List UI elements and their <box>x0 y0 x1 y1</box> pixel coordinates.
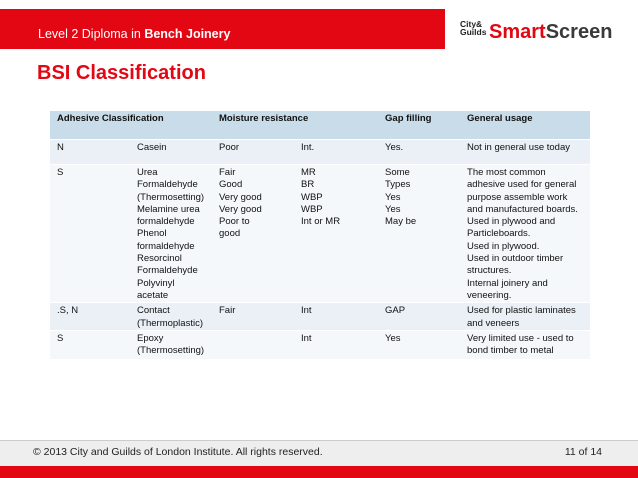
cell-line: Very good <box>219 191 262 203</box>
course-title-bold: Bench Joinery <box>144 27 231 41</box>
cell-line: acetate <box>137 289 169 301</box>
cell-line: Epoxy <box>137 332 164 344</box>
cell-line: purpose assemble work <box>467 191 568 203</box>
cell-line: (Thermoplastic) <box>137 317 203 329</box>
cell-line: Int <box>301 305 312 317</box>
table-cell <box>294 165 378 303</box>
table-cell <box>378 330 460 359</box>
cell-line: Int <box>301 332 312 344</box>
cell-line: WBP <box>301 203 323 215</box>
table-cell <box>460 330 590 359</box>
cell-line: Int. <box>301 142 315 153</box>
table-cell <box>378 165 460 303</box>
cell-line: (Thermosetting) <box>137 191 205 203</box>
page-title: BSI Classification <box>37 62 206 84</box>
logo-smart: Smart <box>489 21 546 43</box>
cell-line: BR <box>301 179 315 191</box>
cell-line: structures. <box>467 265 512 277</box>
cell-line: Yes <box>385 191 401 203</box>
header-gap-filling: Gap filling <box>378 111 460 140</box>
cell-line: bond timber to metal <box>467 345 554 357</box>
course-title-prefix: Level 2 Diploma in <box>38 27 145 41</box>
table-cell <box>460 140 590 165</box>
table-cell <box>378 303 460 331</box>
logo-screen: Screen <box>545 21 613 43</box>
city-guilds-logo <box>460 20 486 36</box>
cell-line: Yes. <box>385 142 404 153</box>
table-cell <box>50 165 130 303</box>
cell-line: adhesive used for general <box>467 179 577 191</box>
bsi-classification-table <box>50 111 590 360</box>
cell-line: Used in outdoor timber <box>467 253 564 265</box>
cell-line: Particleboards. <box>467 228 531 240</box>
cell-line: veneering. <box>467 289 512 301</box>
cell-line: Used in plywood and <box>467 216 556 228</box>
table-cell <box>212 303 294 331</box>
cell-line: Used for plastic laminates <box>467 305 576 317</box>
cell-line: Yes <box>385 332 401 344</box>
table-row <box>50 140 590 165</box>
cell-line: Good <box>219 179 243 191</box>
table-cell <box>212 330 294 359</box>
bottom-red-bar <box>0 466 638 478</box>
table-row <box>50 303 590 331</box>
cell-line: May be <box>385 216 417 228</box>
page-number: 11 of 14 <box>564 446 602 458</box>
cell-line: Resorcinol <box>137 253 182 265</box>
cell-line: Urea <box>137 167 158 178</box>
table-header-row <box>50 111 590 140</box>
cell-line: and veneers <box>467 317 520 329</box>
cell-line: Casein <box>137 142 167 153</box>
header-banner <box>0 0 638 52</box>
table-cell <box>130 140 212 165</box>
cell-line: The most common <box>467 167 546 178</box>
cell-line: Very limited use - used to <box>467 332 574 344</box>
cell-line: good <box>219 228 241 240</box>
table-cell <box>294 330 378 359</box>
table-cell <box>212 165 294 303</box>
cell-line: MR <box>301 167 316 178</box>
cell-line: (Thermosetting) <box>137 345 205 357</box>
logo-guilds: Guilds <box>460 27 487 37</box>
table-cell <box>50 303 130 331</box>
cell-line: Phenol <box>137 228 167 240</box>
cell-line: S <box>57 332 64 344</box>
cell-line: Fair <box>219 305 236 317</box>
logo-city: City& <box>460 19 483 29</box>
cell-line: GAP <box>385 305 406 317</box>
table-cell <box>378 140 460 165</box>
table-cell <box>50 330 130 359</box>
cell-line: Formaldehyde <box>137 265 198 277</box>
cell-line: formaldehyde <box>137 216 195 228</box>
header-moisture-resistance: Moisture resistance <box>212 111 378 140</box>
cell-line: WBP <box>301 191 323 203</box>
cell-line: Used in plywood. <box>467 240 540 252</box>
cell-line: Some <box>385 167 410 178</box>
cell-line: Contact <box>137 305 170 317</box>
cell-line: Types <box>385 179 411 191</box>
cell-line: Formaldehyde <box>137 179 198 191</box>
course-title <box>38 27 230 41</box>
header-adhesive-classification: Adhesive Classification <box>50 111 212 140</box>
cell-line: and manufactured boards. <box>467 203 578 215</box>
cell-line: Yes <box>385 203 401 215</box>
table-cell <box>460 165 590 303</box>
cell-line: N <box>57 142 64 153</box>
cell-line: S <box>57 167 64 178</box>
header-general-usage: General usage <box>460 111 590 140</box>
cell-line: Poor to <box>219 216 250 228</box>
copyright-text: © 2013 City and Guilds of London Institute. All rights reserved. <box>33 446 323 458</box>
table-cell <box>294 140 378 165</box>
table-cell <box>130 330 212 359</box>
table-cell <box>130 165 212 303</box>
table-cell <box>460 303 590 331</box>
table-cell <box>294 303 378 331</box>
table-cell <box>130 303 212 331</box>
cell-line: Melamine urea <box>137 203 200 215</box>
table-cell <box>212 140 294 165</box>
table-cell <box>50 140 130 165</box>
cell-line: Not in general use today <box>467 142 570 153</box>
smartscreen-wordmark <box>489 20 612 44</box>
cell-line: .S, N <box>57 305 79 317</box>
cell-line: Very good <box>219 203 262 215</box>
cell-line: Internal joinery and <box>467 277 548 289</box>
table-row <box>50 330 590 359</box>
cell-line: Polyvinyl <box>137 277 175 289</box>
cell-line: Fair <box>219 167 236 178</box>
cell-line: formaldehyde <box>137 240 195 252</box>
cell-line: Int or MR <box>301 216 341 228</box>
table-row <box>50 165 590 303</box>
cell-line: Poor <box>219 142 240 153</box>
